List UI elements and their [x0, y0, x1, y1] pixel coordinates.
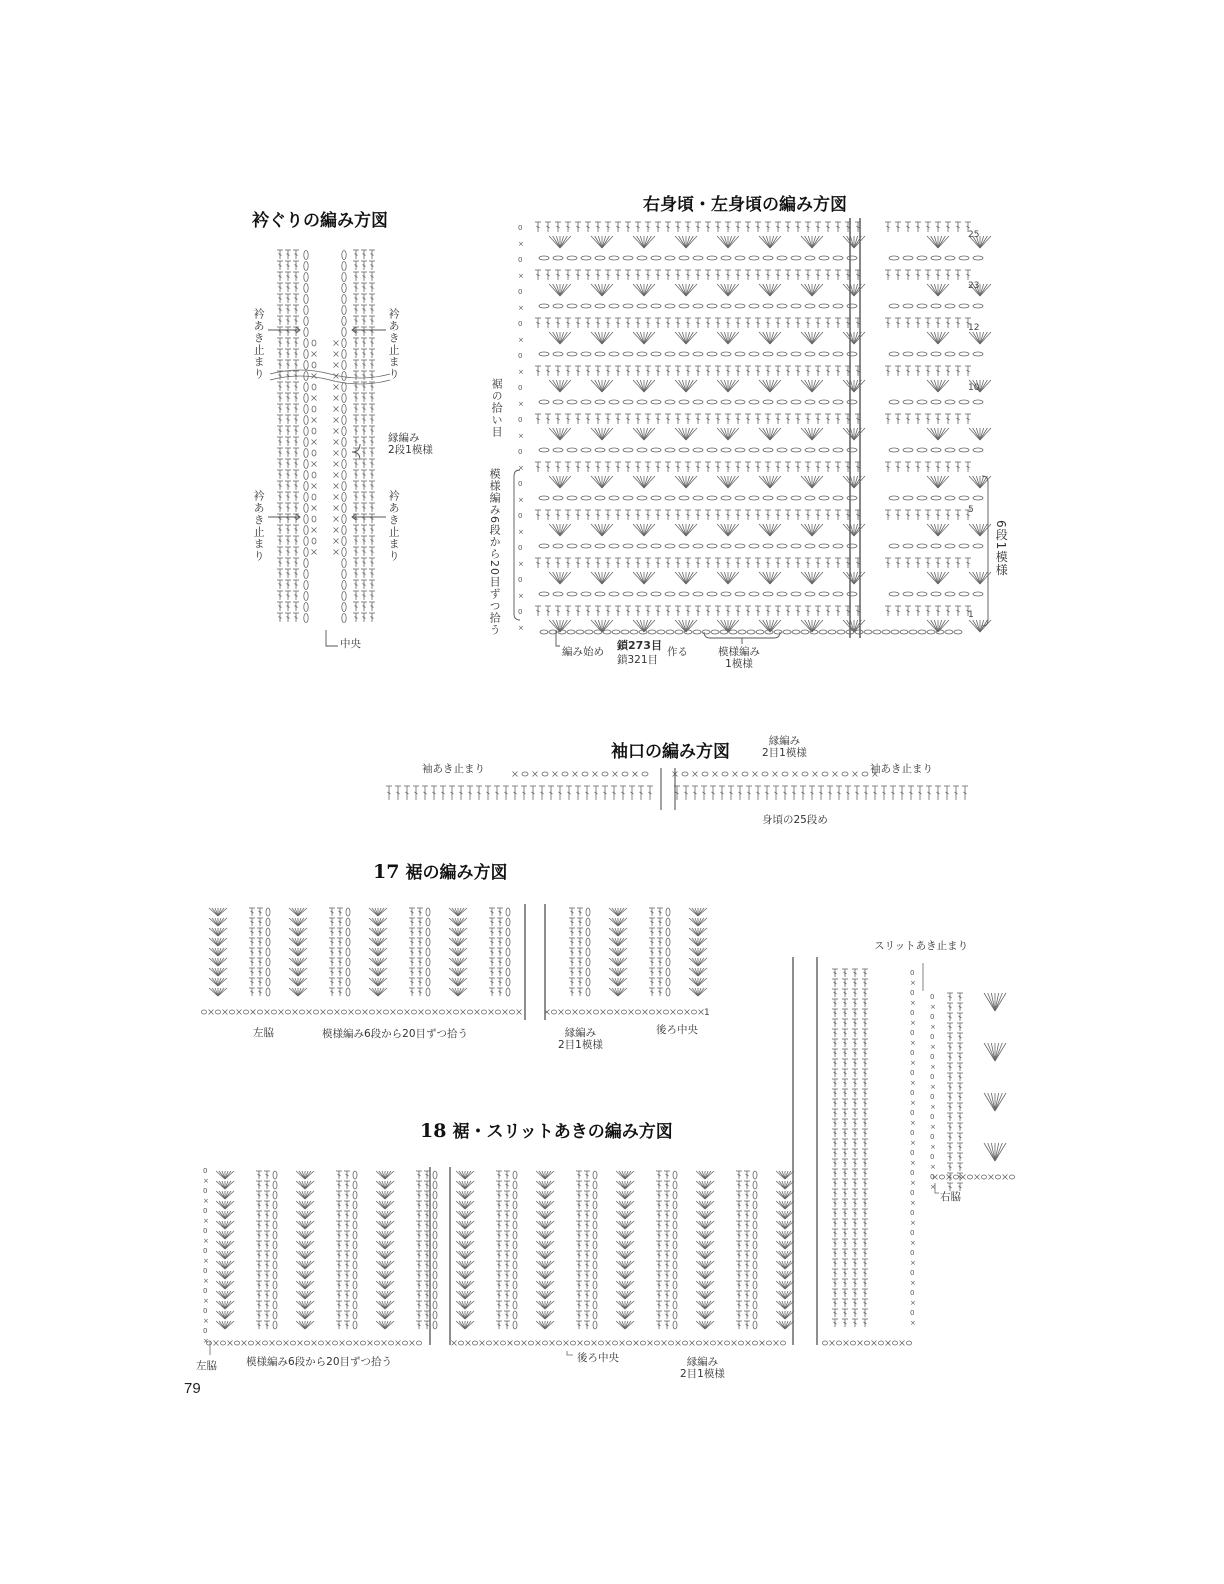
hem17-title-text: 裾の編み方図 [405, 863, 508, 883]
hem17-title [373, 858, 507, 883]
svg-text:×: × [518, 592, 524, 600]
svg-text:×: × [518, 400, 524, 408]
collar-right-stop-bottom: 衿あき止まり [387, 490, 401, 562]
body-row-25: 25 [968, 230, 980, 240]
body-repeat-rows: 6段1模様 [994, 520, 1009, 577]
page-number: 79 [184, 1380, 201, 1397]
hem18-left-side: 左脇 [196, 1360, 217, 1372]
body-chain-a: 鎖273目 [617, 639, 662, 652]
svg-text:0: 0 [518, 224, 523, 232]
svg-text:0: 0 [518, 384, 523, 392]
hem18-edge-label: 縁編み 2目1模様 [680, 1356, 725, 1381]
svg-text:0: 0 [518, 576, 523, 584]
body-hem-pickup: 裾の拾い目 [490, 378, 504, 438]
svg-text:×: × [518, 432, 524, 440]
body-pattern-pickup: 模様編み6段から20目ずつ拾う [488, 468, 502, 636]
svg-text:0: 0 [518, 352, 523, 360]
svg-text:×: × [518, 624, 524, 632]
body-pattern-repeat: 模様編み 1模様 [718, 646, 760, 671]
svg-text:×: × [518, 336, 524, 344]
svg-text:×: × [518, 464, 524, 472]
svg-text:×: × [518, 496, 524, 504]
cuff-edge-label: 縁編み 2目1模様 [762, 735, 807, 760]
body-make: 作る [667, 646, 688, 658]
hem18-title-text: 裾・スリットあきの編み方図 [452, 1122, 673, 1142]
hem17-back-center: 後ろ中央 [656, 1024, 698, 1036]
cuff-left-stop: 袖あき止まり [422, 763, 485, 775]
hem17-pickup: 模様編み6段から20目ずつ拾う [322, 1028, 469, 1040]
body-row-10: 10 [968, 383, 980, 393]
svg-text:0: 0 [518, 288, 523, 296]
svg-text:×: × [518, 272, 524, 280]
collar-left-stop-bottom: 衿あき止まり [252, 490, 266, 562]
svg-text:×: × [518, 240, 524, 248]
svg-text:0: 0 [518, 256, 523, 264]
hem17-edge-label: 縁編み 2目1模様 [558, 1027, 603, 1052]
body-row-12: 12 [968, 323, 980, 333]
hem18-number: 18 [420, 1120, 447, 1142]
hem18-back-center: 後ろ中央 [577, 1352, 619, 1364]
collar-center-label: 中央 [340, 638, 361, 650]
cuff-chart [385, 764, 975, 814]
hem18-slit-stop: スリットあき止まり [874, 940, 969, 952]
svg-text:0: 0 [518, 544, 523, 552]
hem18-chart [195, 955, 1025, 1355]
svg-text:×: × [518, 528, 524, 536]
svg-text:0: 0 [518, 608, 523, 616]
collar-edge-label: 縁編み 2段1模様 [388, 432, 433, 457]
cuff-row-ref: 身頃の25段め [762, 814, 828, 826]
svg-text:×: × [518, 560, 524, 568]
hem18-right-side: 右脇 [940, 1191, 961, 1203]
collar-right-stop-top: 衿あき止まり [387, 308, 401, 380]
svg-text:0: 0 [518, 512, 523, 520]
collar-title: 衿ぐりの編み方図 [252, 211, 388, 231]
body-row-5: 5 [968, 505, 974, 515]
body-start: 編み始め [562, 646, 604, 658]
svg-text:0: 0 [518, 448, 523, 456]
svg-text:0: 0 [518, 320, 523, 328]
svg-text:×: × [518, 368, 524, 376]
svg-text:0: 0 [518, 480, 523, 488]
body-row-1: 1 [968, 610, 974, 620]
collar-left-stop-top: 衿あき止まり [252, 308, 266, 380]
cuff-title: 袖口の編み方図 [611, 742, 730, 762]
body-title: 右身頃・左身頃の編み方図 [643, 195, 847, 215]
svg-text:0: 0 [518, 416, 523, 424]
body-chain-b: 鎖321目 [617, 654, 659, 666]
svg-text:×: × [518, 304, 524, 312]
body-row-23: 23 [968, 281, 980, 291]
hem17-left-side: 左脇 [253, 1027, 274, 1039]
hem17-row-one: 1 [704, 1008, 710, 1018]
hem17-number: 17 [373, 861, 400, 883]
hem18-pickup: 模様編み6段から20目ずつ拾う [246, 1356, 393, 1368]
cuff-right-stop: 袖あき止まり [870, 763, 933, 775]
